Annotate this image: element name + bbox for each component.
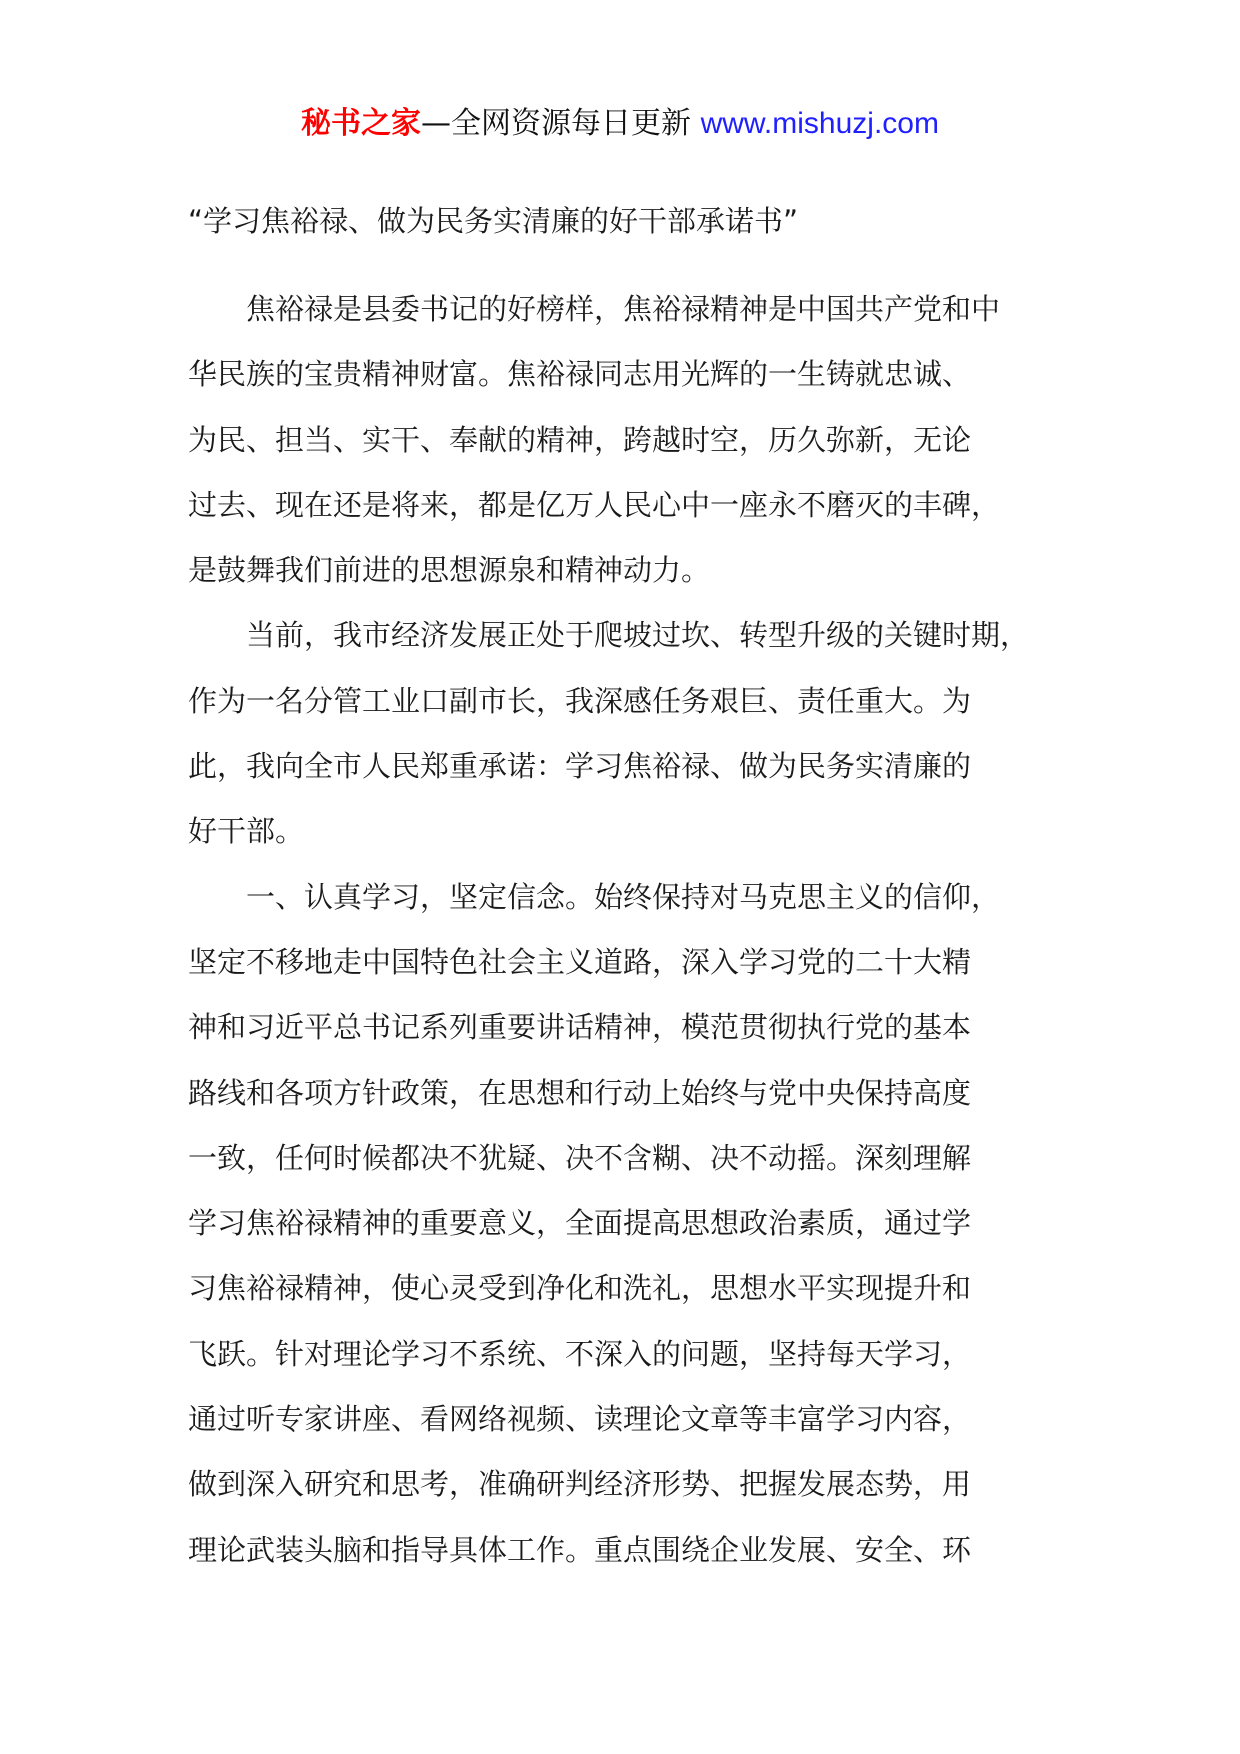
- text-line: 理论武装头脑和指导具体工作。重点围绕企业发展、安全、环: [188, 1532, 972, 1567]
- paragraph-2: [188, 603, 1108, 864]
- paragraph-1: [188, 277, 1108, 603]
- document-body: [188, 277, 1108, 1583]
- text-line: 学习焦裕禄精神的重要意义，全面提高思想政治素质，通过学: [188, 1206, 972, 1241]
- text-line: 一、认真学习，坚定信念。始终保持对马克思主义的信仰，: [188, 879, 1001, 914]
- text-line: 当前，我市经济发展正处于爬坡过坎、转型升级的关键时期，: [188, 618, 1030, 653]
- text-line: 坚定不移地走中国特色社会主义道路，深入学习党的二十大精: [188, 944, 972, 979]
- text-line: 此，我向全市人民郑重承诺：学习焦裕禄、做为民务实清廉的: [188, 749, 972, 784]
- text-line: 神和习近平总书记系列重要讲话精神，模范贯彻执行党的基本: [188, 1010, 972, 1045]
- brand-name: 秘书之家: [301, 106, 422, 141]
- paragraph-3: [188, 865, 1108, 1583]
- text-line: 为民、担当、实干、奉献的精神，跨越时空，历久弥新，无论: [188, 422, 972, 457]
- text-line: 华民族的宝贵精神财富。焦裕禄同志用光辉的一生铸就忠诚、: [188, 357, 972, 392]
- text-line: 过去、现在还是将来，都是亿万人民心中一座永不磨灭的丰碑，: [188, 487, 1001, 522]
- text-line: 好干部。: [188, 814, 305, 849]
- text-line: 焦裕禄是县委书记的好榜样，焦裕禄精神是中国共产党和中: [188, 292, 1001, 326]
- text-line: 路线和各项方针政策，在思想和行动上始终与党中央保持高度: [188, 1075, 972, 1110]
- page-header: [0, 102, 1240, 146]
- text-line: 做到深入研究和思考，准确研判经济形势、把握发展态势，用: [188, 1467, 972, 1502]
- text-line: 飞跃。针对理论学习不系统、不深入的问题，坚持每天学习，: [188, 1336, 972, 1371]
- site-url-link[interactable]: www.mishuzj.com: [700, 107, 939, 140]
- text-line: 习焦裕禄精神，使心灵受到净化和洗礼，思想水平实现提升和: [188, 1271, 972, 1306]
- text-line: 一致，任何时候都决不犹疑、决不含糊、决不动摇。深刻理解: [188, 1140, 972, 1175]
- text-line: 是鼓舞我们前进的思想源泉和精神动力。: [188, 553, 711, 588]
- document-title: “学习焦裕禄、做为民务实清廉的好干部承诺书”: [188, 204, 799, 238]
- header-slogan: —全网资源每日更新: [421, 106, 701, 141]
- text-line: 作为一名分管工业口副市长，我深感任务艰巨、责任重大。为: [188, 683, 972, 718]
- text-line: 通过听专家讲座、看网络视频、读理论文章等丰富学习内容，: [188, 1402, 972, 1437]
